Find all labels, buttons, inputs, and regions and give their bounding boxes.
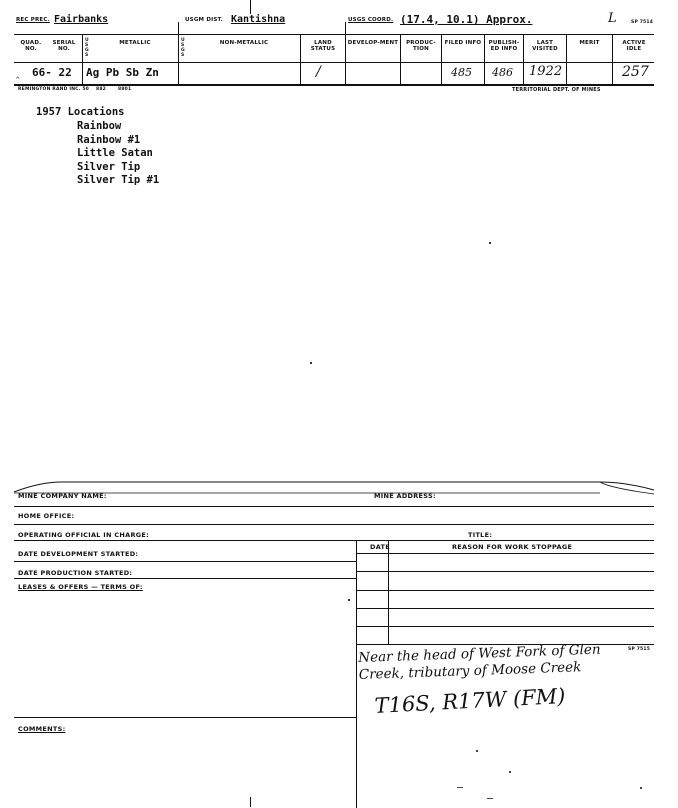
- form-rule: [14, 578, 356, 579]
- top-tick: [250, 0, 251, 14]
- col-active-idle: ACTIVE IDLE: [622, 40, 646, 52]
- col-metallic: METALLIC: [119, 40, 151, 46]
- form-number-bottom: SP 7515: [628, 647, 651, 652]
- location-item: Silver Tip #1: [77, 174, 160, 186]
- col-merit: MERIT: [579, 40, 600, 46]
- form-rule: [356, 608, 654, 609]
- col-filed-info: FILED INFO: [444, 40, 482, 46]
- speck: [487, 798, 493, 799]
- record-land-status: /: [316, 64, 321, 80]
- col-production: PRODUC-TION: [406, 40, 436, 52]
- grid-line: [14, 62, 654, 63]
- record-published-info: 486: [492, 66, 513, 79]
- form-rule: [356, 626, 654, 627]
- locations-list: [77, 120, 159, 188]
- speck: [310, 362, 312, 364]
- grid-line: [566, 34, 567, 84]
- locations-heading: 1957 Locations: [36, 106, 125, 118]
- grid-line: [178, 22, 179, 84]
- form-rule: [356, 571, 654, 572]
- col-published-info: PUBLISH-ED INFO: [488, 40, 520, 52]
- grid-line: [345, 22, 346, 84]
- row-marker: ‸: [16, 68, 20, 79]
- location-item: Little Satan: [77, 147, 153, 159]
- grid-line: [612, 34, 613, 84]
- record-metallic: Ag Pb Sb Zn: [86, 66, 159, 79]
- col-quad-no: QUAD. NO.: [20, 40, 42, 52]
- title-label: TITLE:: [468, 531, 493, 539]
- agency-name: TERRITORIAL DEPT. OF MINES: [512, 87, 601, 93]
- grid-line: [82, 34, 83, 84]
- speck: [489, 242, 491, 244]
- col-land-status: LAND STATUS: [310, 40, 336, 52]
- bottom-tick: [250, 797, 251, 807]
- record-filed-info: 485: [451, 66, 472, 79]
- reason-stoppage-label: REASON FOR WORK STOPPAGE: [452, 543, 573, 551]
- code-b: 8801: [118, 87, 132, 92]
- col-usgs-b: U S G S: [181, 38, 185, 58]
- header-row: [14, 11, 654, 36]
- form-rule: [356, 590, 654, 591]
- col-usgs-a: U S G S: [85, 38, 89, 58]
- note-line-1: Near the head of West Fork of Glen: [358, 641, 601, 666]
- grid-line: [300, 34, 301, 84]
- speck: [348, 599, 350, 601]
- location-item: Silver Tip: [77, 160, 141, 173]
- speck: [640, 787, 642, 789]
- form-rule: [14, 540, 654, 541]
- grid-line: [523, 34, 524, 84]
- mine-address-label: MINE ADDRESS:: [374, 492, 436, 500]
- operating-official-label: OPERATING OFFICIAL IN CHARGE:: [18, 531, 150, 539]
- rec-prec-label: REC PREC.: [16, 17, 50, 23]
- form-rule: [14, 524, 654, 525]
- grid-line: [441, 34, 442, 84]
- speck: [509, 771, 511, 773]
- date-dev-started-label: DATE DEVELOPMENT STARTED:: [18, 550, 139, 558]
- location-item: Rainbow #1: [77, 133, 141, 146]
- record-last-visited: 1922: [529, 64, 563, 79]
- leases-offers-label: LEASES & OFFERS — TERMS OF:: [18, 583, 143, 591]
- code-a: 882: [96, 87, 106, 92]
- form-rule: [14, 717, 356, 718]
- col-serial-no: SERIAL NO.: [52, 40, 76, 52]
- form-rule: [14, 506, 654, 507]
- handwritten-note: [358, 642, 601, 684]
- form-number-top: SP 7514: [631, 20, 654, 25]
- corner-mark: L: [608, 11, 617, 26]
- rec-prec-value: Fairbanks: [54, 14, 109, 25]
- usgs-coord-value: (17.4, 10.1) Approx.: [400, 13, 533, 26]
- date-prod-started-label: DATE PRODUCTION STARTED:: [18, 569, 133, 577]
- form-divider: [356, 540, 357, 808]
- grid-line: [484, 34, 485, 84]
- form-divider: [388, 540, 389, 644]
- col-development: DEVELOP-MENT: [347, 40, 399, 46]
- col-last-visited: LAST VISITED: [532, 40, 558, 52]
- note-line-2: Creek, tributary of Moose Creek: [358, 659, 582, 683]
- comments-label: COMMENTS:: [18, 725, 66, 733]
- location-item: Rainbow: [77, 120, 122, 132]
- grid-line: [400, 34, 401, 84]
- form-rule: [356, 553, 654, 554]
- record-quad-serial: 66- 22: [32, 66, 72, 79]
- date-label: DATE: [370, 543, 390, 551]
- speck: [476, 750, 478, 752]
- usgm-dist-label: USGM DIST.: [185, 17, 223, 23]
- grid-line: [14, 84, 654, 86]
- col-non-metallic: NON-METALLIC: [219, 40, 269, 46]
- record-active-idle: 257: [622, 64, 649, 80]
- speck: [457, 787, 463, 788]
- mine-company-name-label: MINE COMPANY NAME:: [18, 492, 107, 500]
- printer-credit: REMINGTON RAND INC. 50: [18, 87, 89, 92]
- note-township-range: T16S, R17W (FM): [374, 684, 566, 718]
- home-office-label: HOME OFFICE:: [18, 512, 75, 520]
- grid-line: [14, 34, 654, 35]
- usgs-coord-label: USGS COORD.: [348, 17, 394, 23]
- usgm-dist-value: Kantishna: [231, 14, 286, 25]
- form-rule: [14, 561, 356, 562]
